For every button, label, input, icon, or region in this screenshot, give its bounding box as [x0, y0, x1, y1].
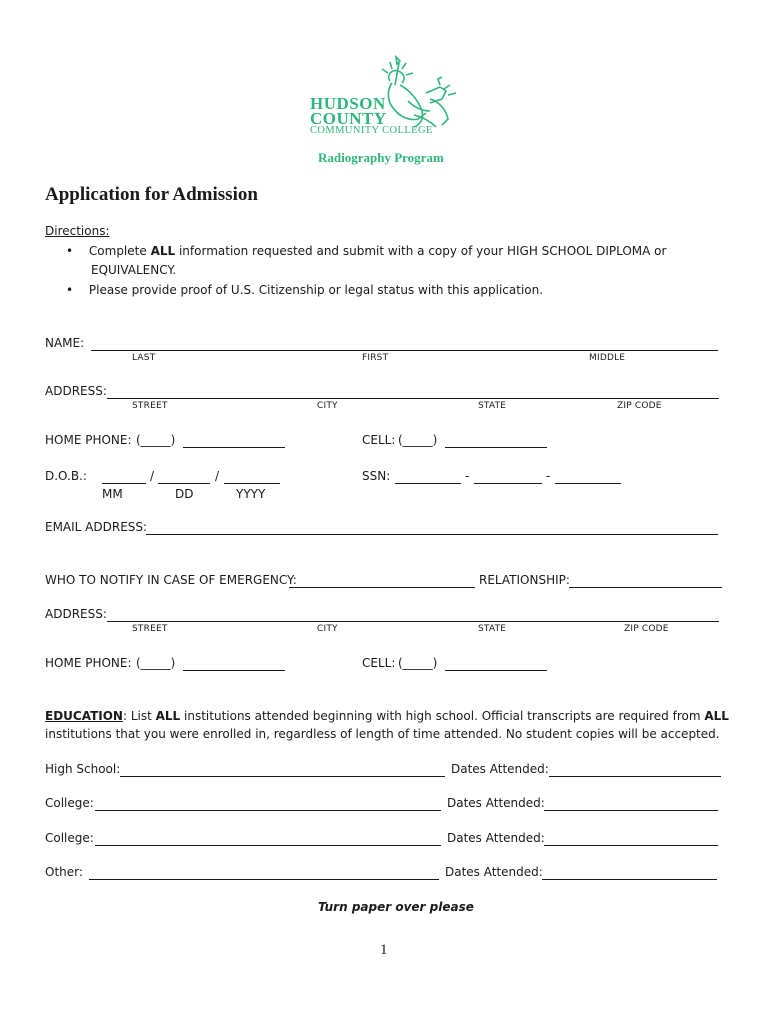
emergency-zip-caption: ZIP CODE [624, 624, 669, 634]
bullet-1 [66, 244, 666, 258]
college-1-dates-field[interactable] [544, 799, 718, 811]
high-school-dates-field[interactable] [549, 765, 721, 777]
cell-label: CELL: [362, 433, 396, 447]
relationship-field[interactable] [569, 576, 722, 588]
dob-mm-caption: MM [102, 487, 123, 501]
emergency-home-phone-label: HOME PHONE: [45, 656, 132, 670]
other-dates-field[interactable] [542, 868, 717, 880]
home-phone-field[interactable] [183, 436, 285, 448]
ssn-separator: - [546, 469, 551, 483]
education-text-b: institutions attended beginning with high school. Official transcripts are required from [180, 709, 705, 723]
education-heading: EDUCATION [45, 709, 123, 723]
bullet-dot-icon: • [66, 283, 74, 297]
other-field[interactable] [89, 868, 439, 880]
bullet-1-bold: ALL [150, 244, 176, 258]
high-school-label: High School: [45, 762, 121, 776]
address-state-caption: STATE [478, 401, 507, 411]
directions-heading: Directions: [45, 224, 110, 238]
program-title: Radiography Program [318, 150, 444, 165]
dob-separator: / [150, 469, 155, 483]
college-2-label: College: [45, 831, 94, 845]
ssn-label: SSN: [362, 469, 391, 483]
ssn-separator: - [465, 469, 470, 483]
emergency-address-field[interactable] [107, 610, 719, 622]
college-logo [304, 55, 466, 143]
logo-line-county: COUNTY [310, 109, 387, 128]
address-street-caption: STREET [132, 401, 168, 411]
dob-label: D.O.B.: [45, 469, 87, 483]
email-field[interactable] [146, 523, 718, 535]
ssn-part2-field[interactable] [474, 472, 542, 484]
education-bold-a: ALL [155, 709, 181, 723]
college-1-label: College: [45, 796, 94, 810]
emergency-cell-field[interactable] [445, 659, 547, 671]
emergency-home-phone-area-code[interactable]: (_____) [136, 656, 176, 670]
address-label: ADDRESS: [45, 384, 107, 398]
bullet-1-continuation: EQUIVALENCY. [91, 263, 177, 277]
high-school-field[interactable] [120, 765, 445, 777]
education-paragraph-line1 [45, 709, 729, 723]
logo-line-community-college: COMMUNITY COLLEGE [310, 125, 433, 136]
emergency-contact-field[interactable] [289, 576, 475, 588]
cell-field[interactable] [445, 436, 547, 448]
emergency-home-phone-field[interactable] [183, 659, 285, 671]
emergency-cell-label: CELL: [362, 656, 396, 670]
name-field[interactable] [91, 339, 718, 351]
name-last-caption: LAST [132, 353, 156, 363]
home-phone-area-code[interactable]: (_____) [136, 433, 176, 447]
address-field[interactable] [107, 387, 719, 399]
emergency-state-caption: STATE [478, 624, 507, 634]
email-label: EMAIL ADDRESS: [45, 520, 148, 534]
college-2-field[interactable] [95, 834, 441, 846]
page-title: Application for Admission [45, 184, 258, 205]
emergency-street-caption: STREET [132, 624, 168, 634]
high-school-dates-label: Dates Attended: [451, 762, 549, 776]
dob-day-field[interactable] [158, 472, 210, 484]
education-text-a: : List [122, 709, 156, 723]
college-2-dates-label: Dates Attended: [447, 831, 545, 845]
name-label: NAME: [45, 336, 85, 350]
college-2-dates-field[interactable] [544, 834, 718, 846]
other-dates-label: Dates Attended: [445, 865, 543, 879]
other-label: Other: [45, 865, 83, 879]
turn-over-note: Turn paper over please [318, 900, 474, 914]
ssn-part1-field[interactable] [395, 472, 461, 484]
cell-area-code[interactable]: (_____) [398, 433, 438, 447]
address-city-caption: CITY [317, 401, 338, 411]
emergency-address-label: ADDRESS: [45, 607, 107, 621]
bullet-2-text: Please provide proof of U.S. Citizenship or legal status with this application. [88, 283, 544, 297]
relationship-label: RELATIONSHIP: [479, 573, 570, 587]
emergency-cell-area-code[interactable]: (_____) [398, 656, 438, 670]
college-1-dates-label: Dates Attended: [447, 796, 545, 810]
dob-yyyy-caption: YYYY [236, 487, 266, 501]
bullet-dot-icon: • [66, 244, 74, 258]
dob-dd-caption: DD [175, 487, 194, 501]
address-zip-caption: ZIP CODE [617, 401, 662, 411]
bullet-1-text-post: information requested and submit with a copy of your HIGH SCHOOL DIPLOMA or [175, 244, 667, 258]
bullet-2 [66, 283, 543, 297]
logo-line-hudson: HUDSON [310, 94, 386, 113]
dob-separator: / [215, 469, 220, 483]
page-number: 1 [380, 942, 388, 958]
name-middle-caption: MIDDLE [589, 353, 626, 363]
education-bold-b: ALL [704, 709, 729, 723]
emergency-label: WHO TO NOTIFY IN CASE OF EMERGENCY: [45, 573, 297, 587]
emergency-city-caption: CITY [317, 624, 338, 634]
education-paragraph-line2: institutions that you were enrolled in, regardless of length of time attended. No student copies will be accepted. [45, 727, 720, 741]
college-1-field[interactable] [95, 799, 441, 811]
name-first-caption: FIRST [362, 353, 389, 363]
bullet-1-text-pre: Complete [88, 244, 151, 258]
dob-year-field[interactable] [224, 472, 280, 484]
ssn-part3-field[interactable] [555, 472, 621, 484]
home-phone-label: HOME PHONE: [45, 433, 132, 447]
dob-month-field[interactable] [102, 472, 146, 484]
